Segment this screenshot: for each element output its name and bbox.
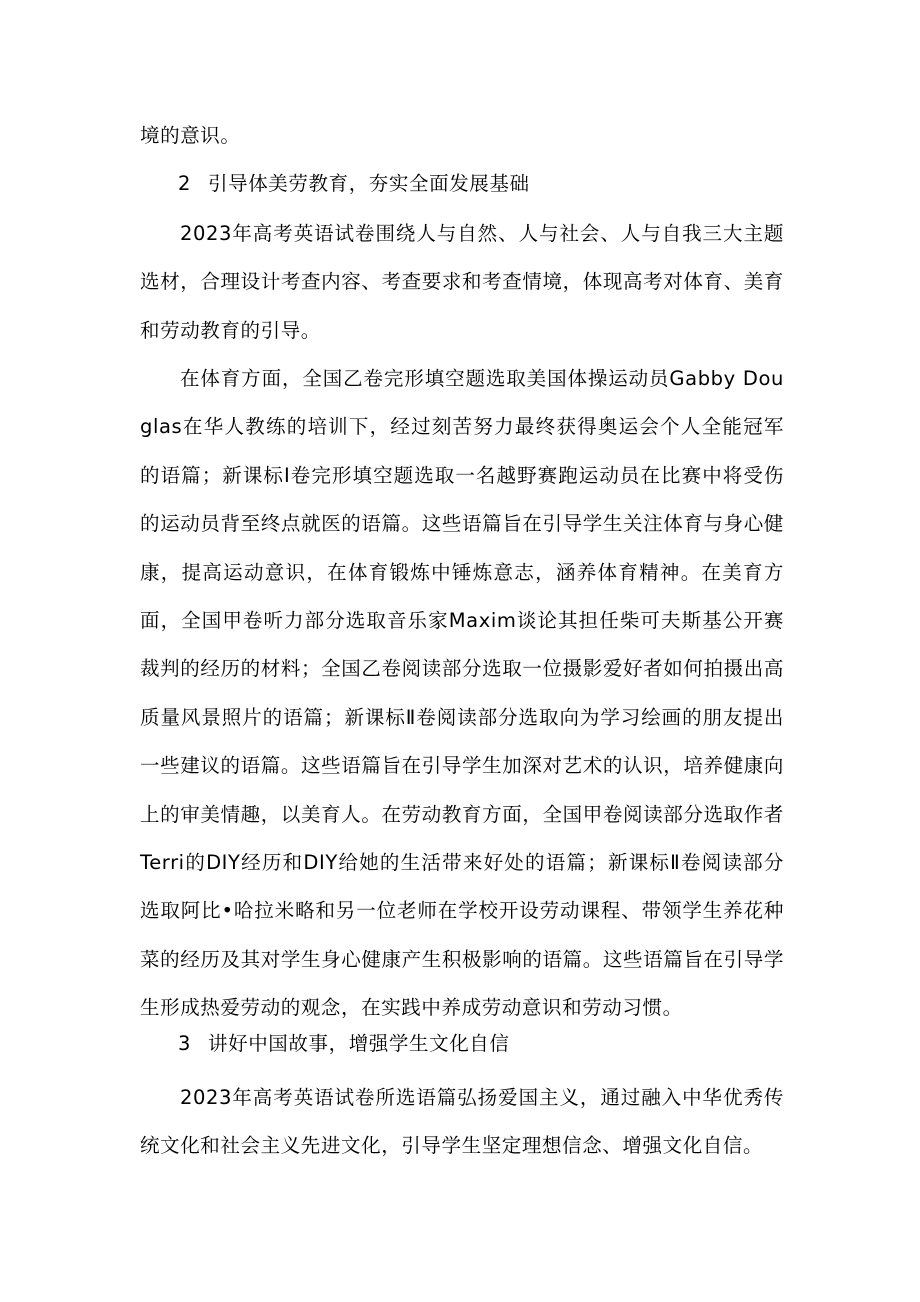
section-heading-2 — [178, 160, 530, 208]
section-title-2: 引导体美劳教育，夯实全面发展基础 — [208, 172, 530, 195]
section-number-2: 2 — [178, 172, 192, 195]
section-number-3: 3 — [178, 1032, 192, 1055]
paragraph-section2-detail: 在体育方面，全国乙卷完形填空题选取美国体操运动员Gabby Douglas在华人教练的培训下，经过刻苦努力最终获得奥运会个人全能冠军的语篇；新课标Ⅰ卷完形填空题选取一名越野赛跑运动员在比赛中将受伤的运动员背至终点就医的语篇。这些语篇旨在引导学生关注体育与身心健康，提高运动意识，在体育锻炼中锤炼意志，涵养体育精神。在美育方面，全国甲卷听力部分选取音乐家Maxim谈论其担任柴可夫斯基公开赛裁判的经历的材料；全国乙卷阅读部分选取一位摄影爱好者如何拍摄出高质量风景照片的语篇；新课标Ⅱ卷阅读部分选取向为学习绘画的朋友提出一些建议的语篇。这些语篇旨在引导学生加深对艺术的认识，培养健康向上的审美情趣，以美育人。在劳动教育方面，全国甲卷阅读部分选取作者Terri的DIY经历和DIY给她的生活带来好处的语篇；新课标Ⅱ卷阅读部分选取阿比•哈拉米略和另一位老师在学校开设劳动课程、带领学生养花种菜的经历及其对学生身心健康产生积极影响的语篇。这些语篇旨在引导学生形成热爱劳动的观念，在实践中养成劳动意识和劳动习惯。 — [140, 367, 784, 1020]
section-title-3: 讲好中国故事，增强学生文化自信 — [208, 1032, 510, 1055]
paragraph-section2-intro: 2023年高考英语试卷围绕人与自然、人与社会、人与自我三大主题选材，合理设计考查内容、考查要求和考查情境，体现高考对体育、美育和劳动教育的引导。 — [140, 222, 784, 342]
section-heading-3 — [178, 1020, 510, 1068]
paragraph-section3-intro: 2023年高考英语试卷所选语篇弘扬爱国主义，通过融入中华优秀传统文化和社会主义先进文化，引导学生坚定理想信念、增强文化自信。 — [140, 1086, 784, 1158]
paragraph-continuation: 境的意识。 — [140, 124, 241, 147]
